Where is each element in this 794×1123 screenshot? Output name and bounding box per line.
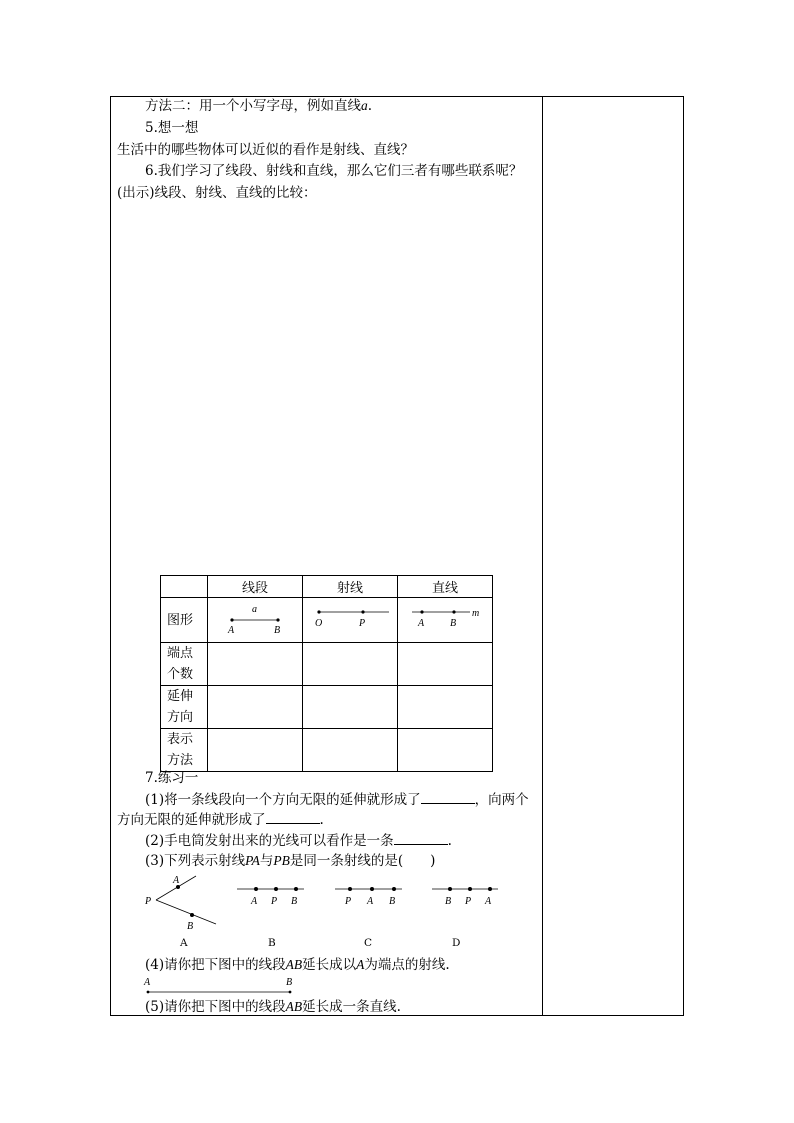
extend-ray-cell xyxy=(303,686,398,729)
q2-blank[interactable] xyxy=(394,831,448,845)
opt-c-3: B xyxy=(389,896,396,907)
notation-segment-cell xyxy=(208,729,303,772)
ray-label-p: P xyxy=(359,618,366,629)
option-a-figure xyxy=(144,875,216,932)
row-label-endpoints-2: 个数 xyxy=(167,667,194,682)
option-d-figure xyxy=(432,887,498,907)
option-c-label[interactable]: C xyxy=(364,937,373,949)
option-d-label[interactable]: D xyxy=(452,937,461,949)
q1-text-a: (1)将一条线段向一个方向无限的延伸就形成了 xyxy=(145,792,421,808)
row-label-figure: 图形 xyxy=(161,598,208,643)
opt-d-1: B xyxy=(445,896,452,907)
row-label-notation-1: 表示 xyxy=(167,732,194,747)
endpoints-segment-cell xyxy=(208,643,303,686)
q1-text-c: 方向无限的延伸就形成了 xyxy=(117,812,266,828)
endpoints-ray-cell xyxy=(303,643,398,686)
comparison-table xyxy=(160,575,493,772)
ray-figure xyxy=(303,598,397,638)
q4-text-c: 为端点的射线. xyxy=(364,957,450,973)
method-two-line xyxy=(145,97,372,115)
option-b-label[interactable]: B xyxy=(268,937,276,949)
q4-label-b: B xyxy=(286,977,293,988)
opt-b-2: P xyxy=(271,896,278,907)
q3-pa: PA xyxy=(245,853,260,868)
line-label-b: B xyxy=(450,618,457,629)
corner-cell xyxy=(161,576,208,598)
practice-q4 xyxy=(145,956,450,974)
q3-text-b: 是同一条射线的是( ) xyxy=(289,853,436,869)
practice-title: 7.练习一 xyxy=(145,770,199,786)
notes-column-divider xyxy=(542,96,543,1016)
q5-text-a: (5)请你把下图中的线段 xyxy=(145,999,286,1015)
segment-label-left: A xyxy=(228,625,235,636)
notation-line-cell xyxy=(398,729,493,772)
notation-ray-cell xyxy=(303,729,398,772)
header-segment: 线段 xyxy=(208,576,303,598)
question-six: 6.我们学习了线段、射线和直线，那么它们三者有哪些联系呢？ xyxy=(145,163,523,179)
opt-c-1: P xyxy=(345,896,352,907)
q4-ab: AB xyxy=(285,957,303,972)
opt-a-b: B xyxy=(187,921,194,932)
header-line: 直线 xyxy=(398,576,493,598)
line-label-a: A xyxy=(418,618,425,629)
q5-ab: AB xyxy=(285,999,303,1014)
q4-text-b: 延长成以 xyxy=(302,957,357,973)
q3-text-a: (3)下列表示射线 xyxy=(145,853,246,869)
practice-q3 xyxy=(145,852,435,870)
option-c-figure xyxy=(335,887,402,907)
row-label-endpoints xyxy=(161,643,208,686)
header-ray: 射线 xyxy=(303,576,398,598)
think-title: 5.想一想 xyxy=(145,120,199,136)
method-two-text: 方法二：用一个小写字母，例如直线 xyxy=(145,98,361,114)
ray-figure-cell xyxy=(303,598,398,643)
line-figure-cell xyxy=(398,598,493,643)
line-figure xyxy=(398,598,492,638)
ray-label-o: O xyxy=(315,618,323,629)
row-label-extend-1: 延伸 xyxy=(167,689,194,704)
extend-segment-cell xyxy=(208,686,303,729)
q1-blank-1[interactable] xyxy=(421,790,475,804)
q1-end: . xyxy=(319,812,324,828)
q4-segment-figure xyxy=(140,974,300,998)
q5-text-b: 延长成一条直线. xyxy=(302,999,401,1015)
q3-mid: 与 xyxy=(259,853,274,869)
q2-end: . xyxy=(447,833,452,849)
row-label-notation-2: 方法 xyxy=(167,753,194,768)
method-two-end: . xyxy=(367,98,373,114)
opt-a-p: P xyxy=(145,896,152,907)
extend-line-cell xyxy=(398,686,493,729)
method-two-var: a xyxy=(361,98,368,113)
q1-text-b: ，向两个 xyxy=(474,792,529,808)
q2-text: (2)手电筒发射出来的光线可以看作是一条 xyxy=(145,833,394,849)
opt-d-3: A xyxy=(485,896,492,907)
opt-c-2: A xyxy=(367,896,374,907)
q3-option-figures xyxy=(140,870,500,932)
q4-label-a: A xyxy=(144,977,151,988)
row-label-endpoints-1: 端点 xyxy=(167,646,194,661)
opt-b-3: B xyxy=(291,896,298,907)
practice-q2 xyxy=(145,831,452,850)
segment-figure-cell xyxy=(208,598,303,643)
row-label-notation xyxy=(161,729,208,772)
think-question: 生活中的哪些物体可以近似的看作是射线、直线？ xyxy=(117,142,414,158)
q1-blank-2[interactable] xyxy=(266,810,320,824)
endpoints-line-cell xyxy=(398,643,493,686)
practice-q1-line1 xyxy=(145,790,529,809)
q4-text-a: (4)请你把下图中的线段 xyxy=(145,957,286,973)
option-a-label[interactable]: A xyxy=(180,937,188,949)
segment-label-a: a xyxy=(252,604,257,615)
segment-label-right: B xyxy=(274,625,281,636)
line-label-m: m xyxy=(472,608,480,619)
opt-a-a: A xyxy=(173,875,180,886)
practice-q5 xyxy=(145,998,401,1016)
question-six-sub: (出示)线段、射线、直线的比较： xyxy=(117,185,317,201)
practice-q1-line2 xyxy=(117,810,324,829)
row-label-extend xyxy=(161,686,208,729)
opt-d-2: P xyxy=(465,896,472,907)
q4-a: A xyxy=(356,957,365,972)
row-label-extend-2: 方向 xyxy=(167,710,194,725)
option-b-figure xyxy=(237,887,304,907)
segment-figure xyxy=(208,598,302,638)
q3-pb: PB xyxy=(273,853,290,868)
opt-b-1: A xyxy=(251,896,258,907)
